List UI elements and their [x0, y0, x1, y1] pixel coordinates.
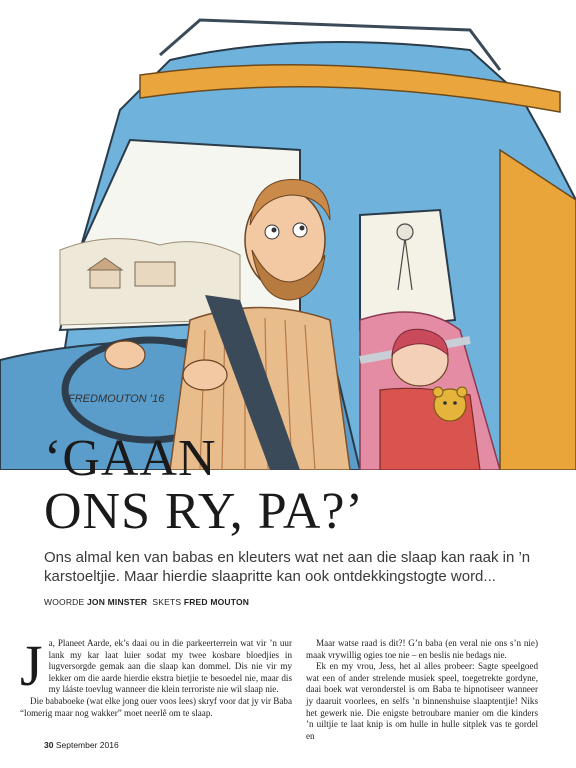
body-paragraph: a, Planeet Aarde, ek’s daai ou in die parkeerterrein wat vir ’n uur lank my kar laat luier sodat my twee kosbare bloedjies in lugversorgde gemak aan die slaap kan dommel. Dis nie vir my lekker om die aarde hierdie ekstra bietjie te besoedel nie, maar dis my lááste toevlug wanneer die klein terroriste nie wil slaap nie. [48, 638, 292, 695]
farmhouse-shape [90, 268, 120, 288]
body-paragraph: Maar watse raad is dit?! G’n baba (en veral nie ons s’n nie) maak vrywillig ogies toe nie – en beslis nie bedags nie. [306, 638, 538, 660]
page-footer [44, 740, 119, 750]
drop-cap: J [20, 633, 43, 698]
headline-line-2: ONS RY, PA?’ [44, 483, 364, 540]
byline-sketch-label: SKETS [152, 597, 182, 607]
byline-author: JON MINSTER [86, 597, 148, 607]
body-paragraph: Ek en my vrou, Jess, het al alles probeer: Sagte speelgoed wat een of ander strelende musiek speel, toegetrekte gordyne, daai boek wat veronderstel is om Baba te hipnotiseer wanneer jy daaruit voorlees, en selfs ’n binnenshuise slaaptentjie! Niks het gewerk nie. Die enigste betroubare manier om die kinders ’n uiltjie te laat knip is om hulle in hulle sitplek vas te gordel en [306, 661, 538, 741]
artist-signature: FREDMOUTON ’16 [68, 393, 165, 405]
byline [44, 597, 249, 607]
standfirst: Ons almal ken van babas en kleuters wat net aan die slaap kan raak in ’n karstoeltjie. Maar hierdie slaapritte kan ook ontdekkingstogte word... [44, 549, 531, 585]
headline [44, 432, 364, 538]
headline-line-1: ‘GAAN [44, 430, 217, 487]
body-column-left [20, 633, 292, 719]
body-column-right [306, 638, 538, 742]
issue-date: September 2016 [55, 740, 119, 750]
body-paragraph: Die bababoeke (wat elke jong ouer voos lees) skryf voor dat jy vir Baba “lomerig maar nog wakker” moet neerlê om te slaap. [20, 695, 292, 718]
page-number: 30 [44, 740, 54, 750]
byline-artist: FRED MOUTON [183, 597, 250, 607]
byline-words-label: WOORDE [44, 597, 85, 607]
